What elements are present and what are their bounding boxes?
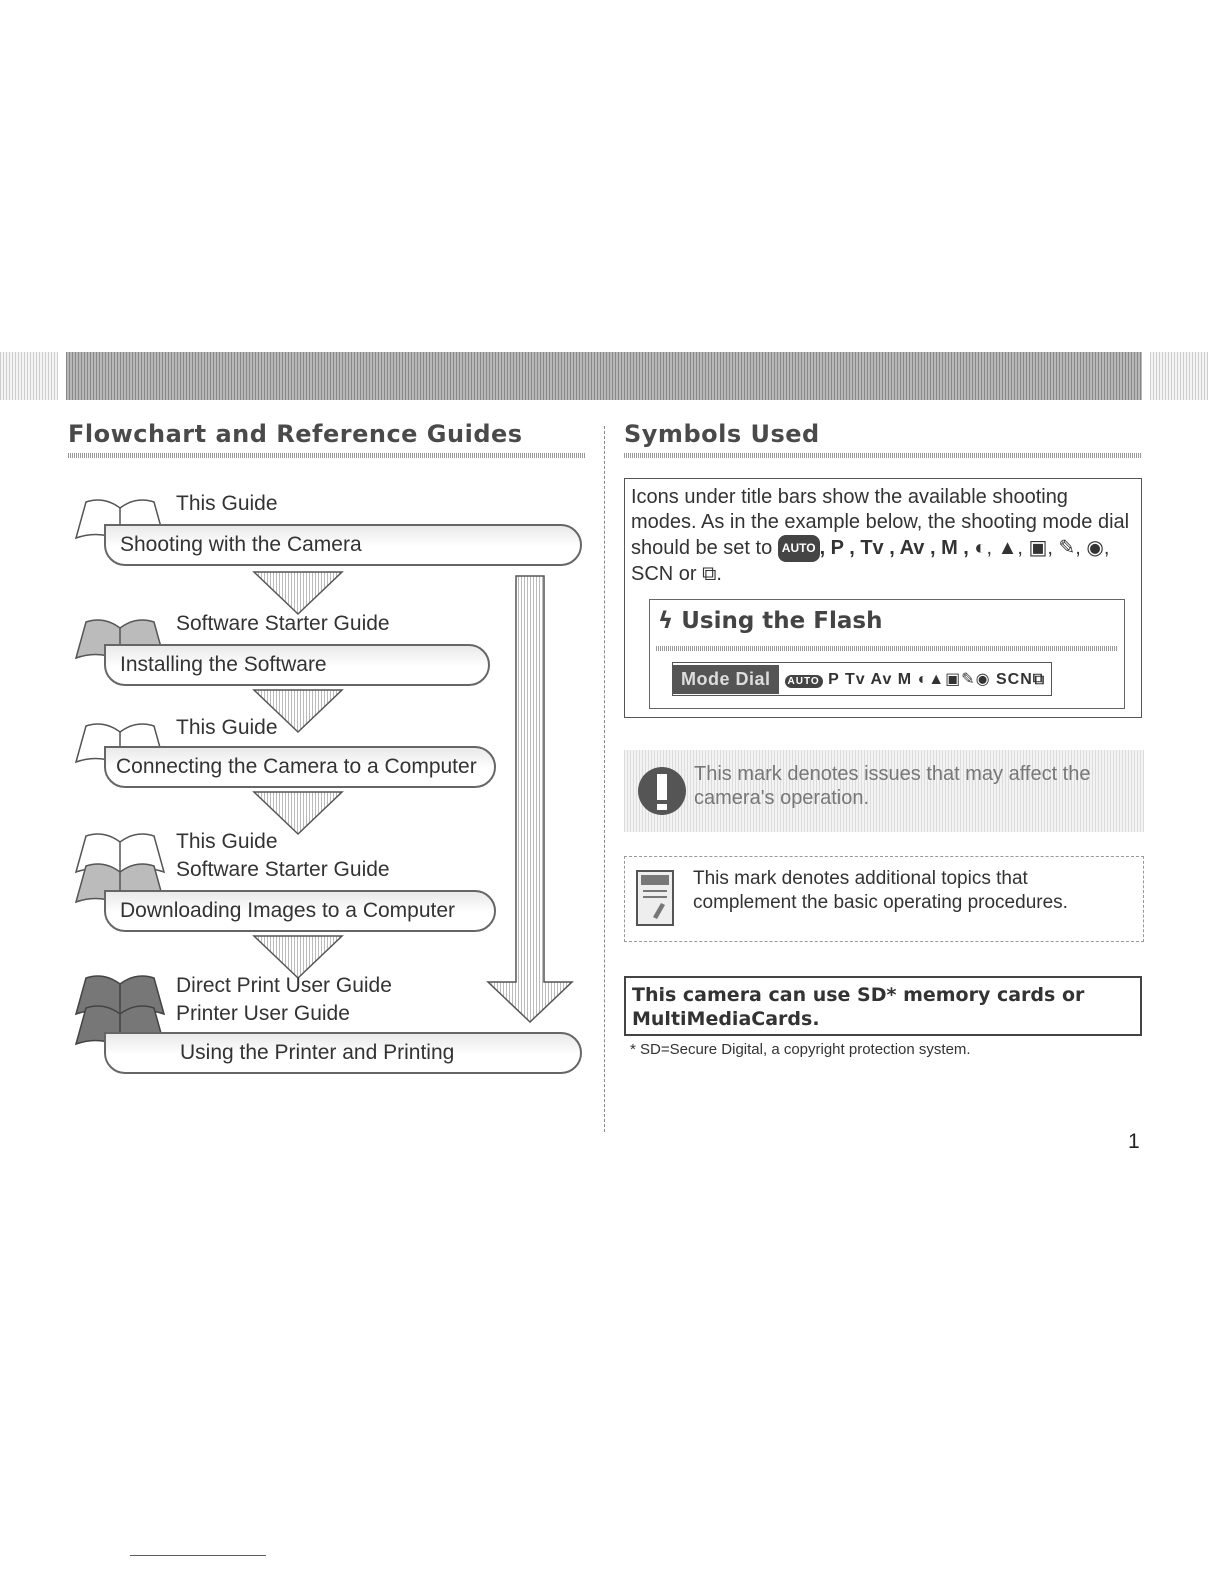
auto-mode-icon: AUTO (785, 675, 823, 688)
guide-label: This Guide (176, 830, 278, 853)
mode-dial-icons (785, 669, 1046, 689)
step-pill: Using the Printer and Printing (104, 1032, 582, 1074)
sd-notice-text: This camera can use SD* memory cards or MultiMediaCards. (632, 984, 1085, 1030)
guide-label: Printer User Guide (176, 1002, 350, 1025)
symbols-title: Symbols Used (624, 420, 820, 448)
banner-right-tab (1150, 352, 1208, 400)
flash-title (658, 608, 882, 634)
note-box (624, 856, 1144, 942)
note-text: This mark denotes additional topics that complement the basic operating procedures. (693, 868, 1068, 913)
stitch-assist-icon: ⧉ (702, 563, 717, 585)
column-divider (604, 426, 606, 1132)
mode-dial-bar (672, 662, 1052, 696)
flash-example-card (649, 599, 1125, 709)
long-down-arrow (482, 574, 582, 1026)
sd-notice-box (624, 976, 1142, 1036)
caution-text: This mark denotes issues that may affect the camera's operation. (694, 763, 1091, 809)
flash-title-rule (656, 646, 1118, 651)
memo-icon (635, 869, 675, 927)
mode-dial-letters: P Tv Av M (828, 671, 913, 688)
symbols-example-box (624, 478, 1142, 718)
intro-text: Icons under title bars show the available shooting modes. As in the example below, the shooting mode dial should be set to AUTO , P , Tv , Av , M , ◐, ▲, ▣, ✎, ◉, SCN or ⧉. (631, 486, 1130, 585)
flash-icon: ϟ (658, 608, 674, 634)
bottom-link-line (130, 1555, 266, 1556)
mode-dial-scn: SCN (996, 671, 1033, 688)
scene-mode-icons: ◐▲▣✎◉ (917, 671, 991, 688)
sd-footnote: * SD=Secure Digital, a copyright protection system. (630, 1041, 971, 1058)
top-banner (66, 352, 1142, 400)
caution-band (624, 750, 1144, 832)
auto-mode-icon: AUTO (778, 535, 820, 562)
scene-mode-icons: ◐, ▲, ▣, ✎, ◉ (974, 536, 1104, 559)
banner-left-tab (0, 352, 58, 400)
mode-list: , P , Tv , Av , M , (819, 536, 969, 559)
flowchart-title: Flowchart and Reference Guides (68, 420, 523, 448)
guide-label: This Guide (176, 492, 278, 515)
guide-label: This Guide (176, 716, 278, 739)
scn-list: , SCN or (631, 536, 1110, 585)
intro-sentence: Icons under title bars show the available shooting modes. As in the example below, the shooting mode dial should be set to (631, 486, 1130, 559)
stitch-assist-icon: ⧉ (1032, 671, 1046, 688)
symbols-title-rule (624, 453, 1142, 458)
guide-label: Direct Print User Guide (176, 974, 392, 997)
step-pill: Downloading Images to a Computer (104, 890, 496, 932)
flash-title-text: Using the Flash (681, 608, 883, 634)
caution-icon (634, 764, 690, 818)
down-arrow-icon (252, 570, 344, 616)
step-pill: Shooting with the Camera (104, 524, 582, 566)
mode-dial-label: Mode Dial (673, 665, 779, 694)
guide-label: Software Starter Guide (176, 858, 390, 881)
step-pill: Connecting the Camera to a Computer (104, 746, 496, 788)
guide-label: Software Starter Guide (176, 612, 390, 635)
page-number: 1 (1128, 1130, 1140, 1153)
flowchart-title-rule (68, 453, 586, 458)
step-pill: Installing the Software (104, 644, 490, 686)
